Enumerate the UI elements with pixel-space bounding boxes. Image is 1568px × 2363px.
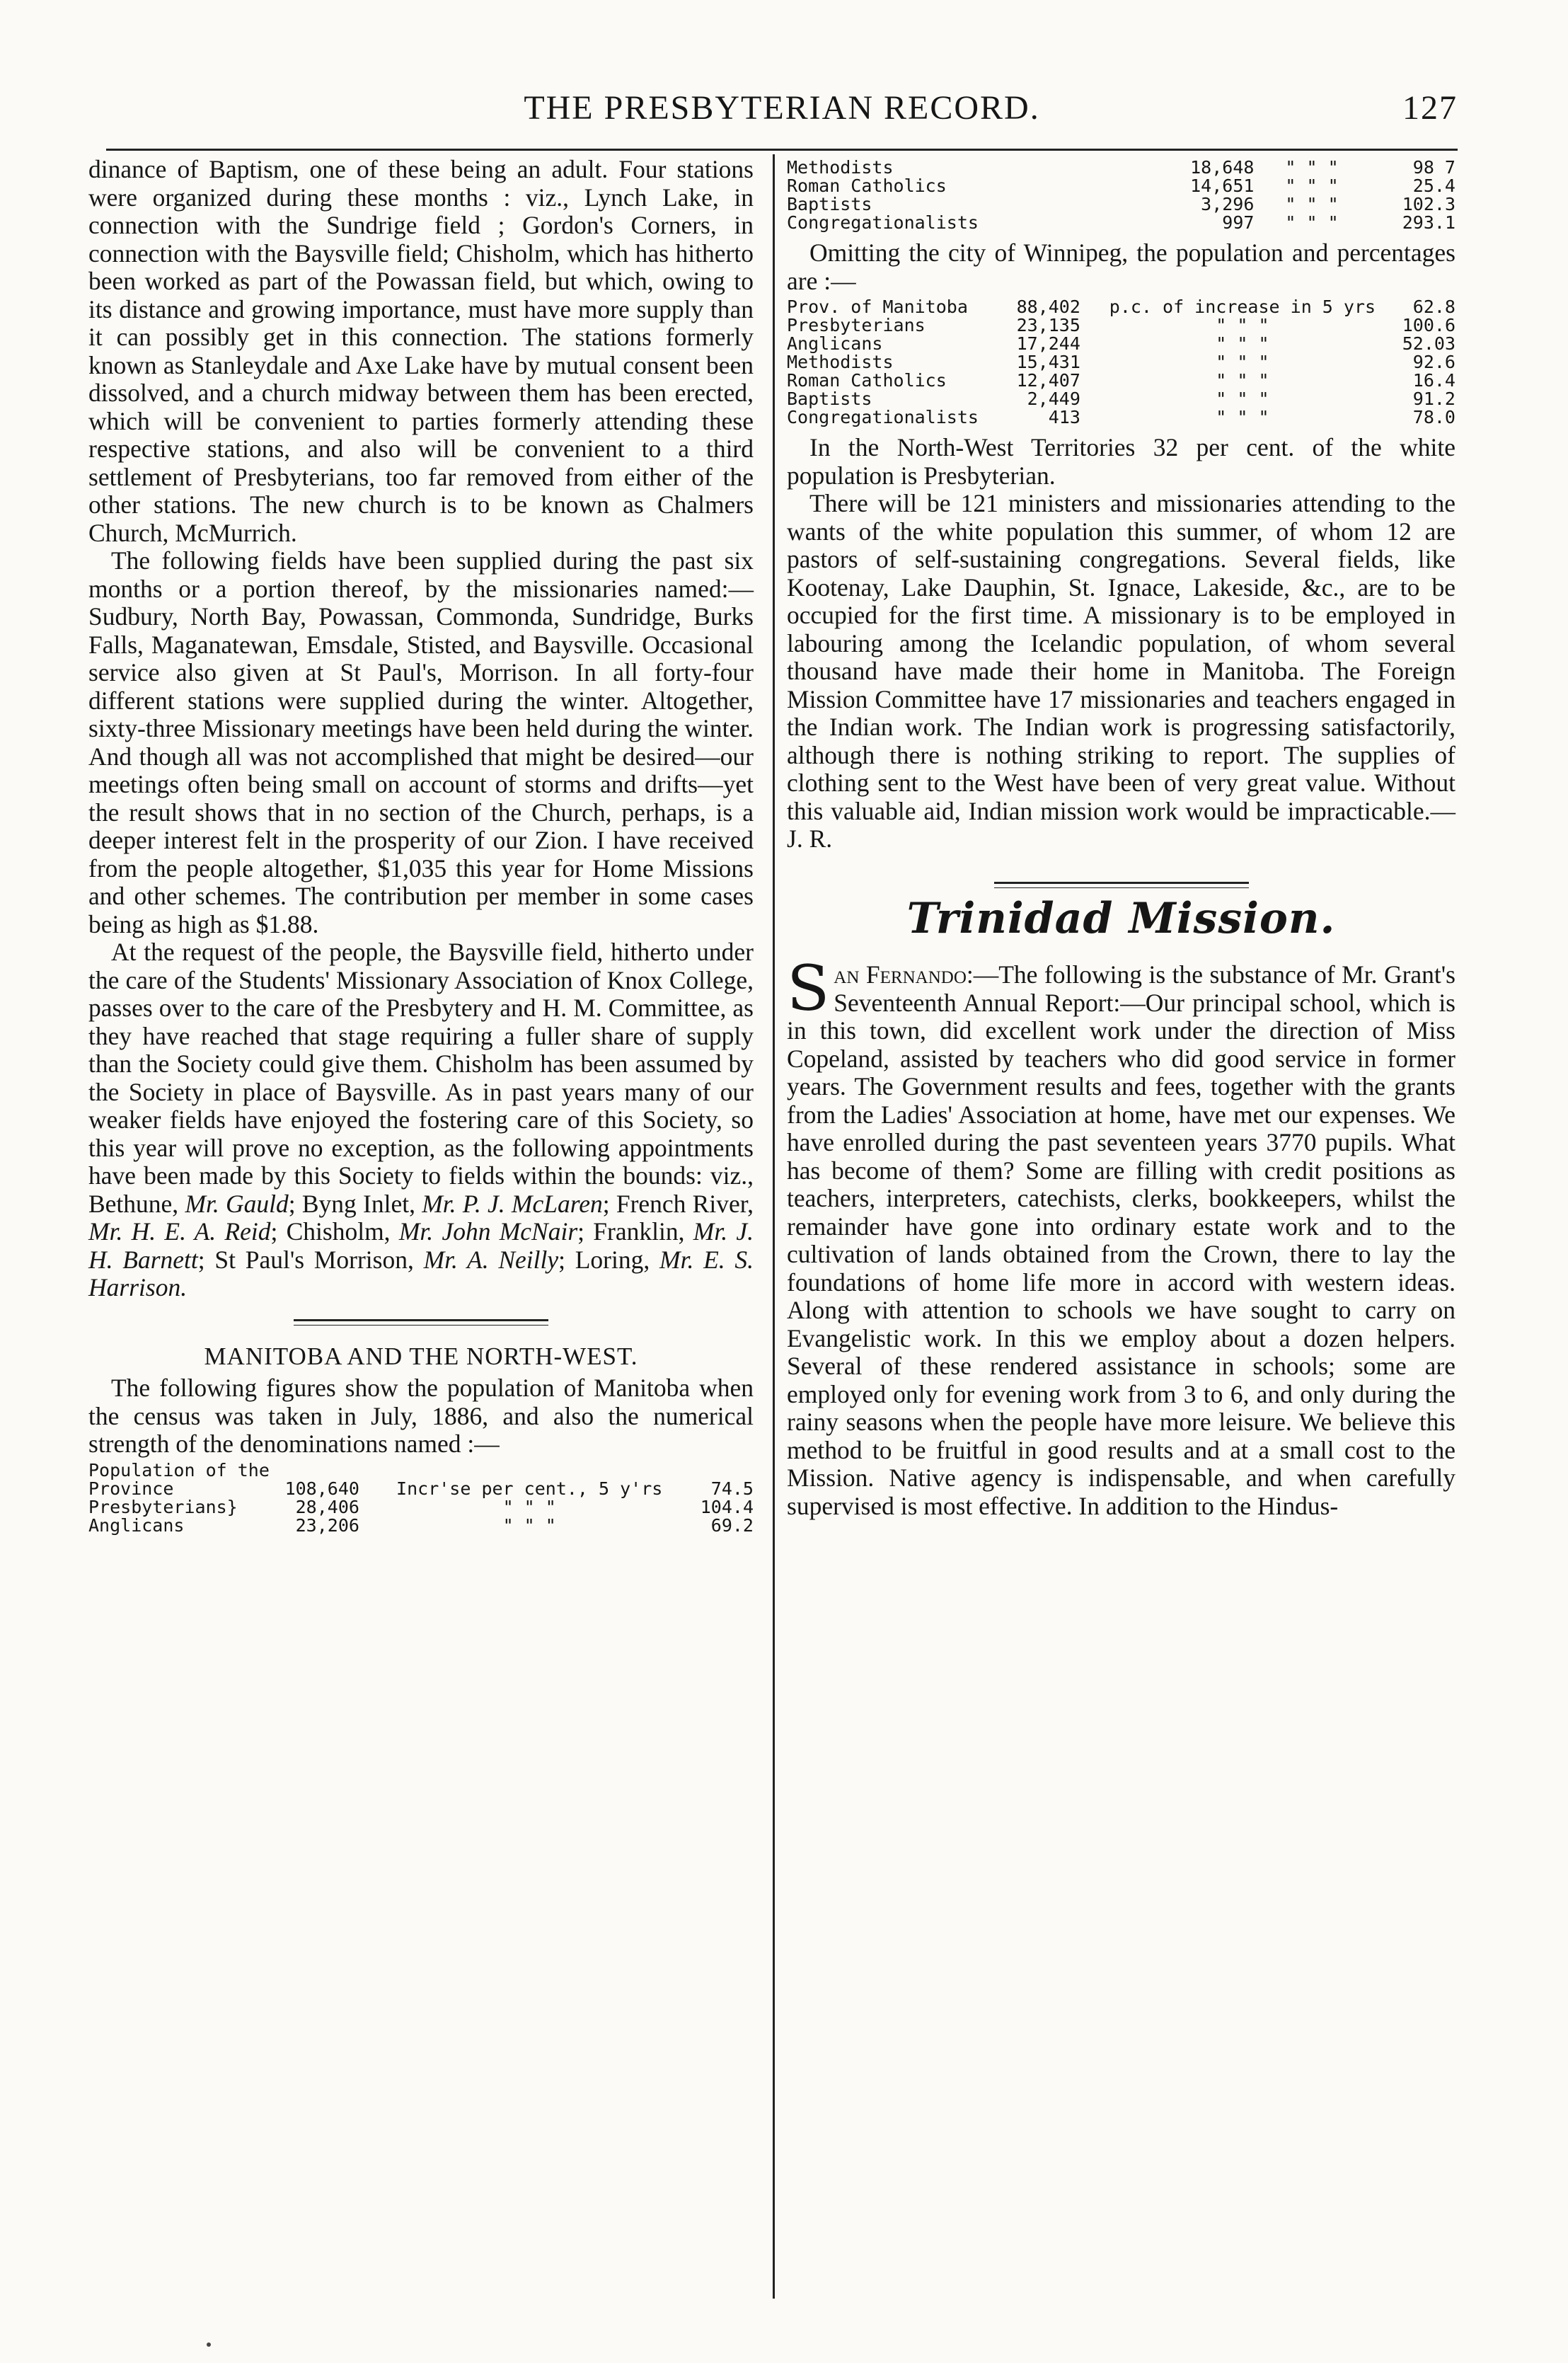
place-name: an Fernando — [834, 960, 967, 989]
percent-cell: 102.3 — [1402, 194, 1455, 214]
label-cell: " " " — [1285, 212, 1339, 233]
label-cell: p.c. of increase in 5 yrs — [1109, 297, 1376, 317]
header-rule — [106, 149, 1458, 151]
number-cell: 997 — [1222, 212, 1255, 233]
denomination-cell: Roman Catholics — [787, 370, 947, 391]
denomination-cell: Congregationalists — [787, 212, 979, 233]
number-cell: 18,648 — [1190, 157, 1255, 178]
journal-title: THE PRESBYTERIAN RECORD. — [524, 89, 1040, 127]
number-cell: 15,431 — [1016, 352, 1080, 372]
label-cell: " " " — [1216, 333, 1269, 354]
appointee-name: Mr. P. J. McLaren — [422, 1189, 603, 1218]
appointee-name: Mr. A. Neilly — [423, 1245, 559, 1274]
denomination-cell: Baptists — [787, 389, 872, 409]
denomination-cell: Methodists — [787, 157, 894, 178]
number-cell: 2,449 — [1027, 389, 1080, 409]
field-name: ; French River, — [602, 1189, 754, 1218]
denomination-cell: Anglicans — [88, 1514, 185, 1536]
label-cell: " " " — [1216, 389, 1269, 409]
paragraph: The following fields have been supplied during the past six months or a portion thereof, by the missionaries named:—Sudbury, North Bay, Powassan, Commonda, Sundridge, Burks Falls, Maganatewan, Emsdale, Stisted, and Baysville. Occasional service also given at St Paul's, Morrison. In all forty-four different stations were supplied during the winter. Altogether, sixty-three Missionary meetings have been held during the winter. And though all was not accomplished that might be desired—our meetings often being small on account of storms and drifts—yet the result shows that in no section of the Church, perhaps, is a deeper interest felt in the prosperity of our Zion. I have received from the people altogether, $1,035 this year for Home Missions and other schemes. The contribution per member in some cases being as high as $1.88. — [88, 546, 754, 938]
denomination-cell: Prov. of Manitoba — [787, 297, 968, 317]
paragraph: dinance of Baptism, one of these being an adult. Four stations were organized during these months : viz., Lynch Lake, in connection with the Sundrige field ; Gordon's Corners, in connection with the Baysville field; Chisholm, which has hitherto been worked as part of the Powassan field, but which, owing to its distance and growing importance, must have more supply than it can possibly get in this connection. The stations formerly known as Stanleydale and Axe Lake have by mutual consent been dissolved, and a church midway between them has been erected, which will be convenient to parties formerly attending these respective stations, and also will be convenient to a third settlement of Presbyterians, too far removed from either of the other stations. The new church is to be known as Chalmers Church, McMurrich. — [88, 155, 754, 547]
page-header — [106, 88, 1458, 138]
denomination-cell: Anglicans — [787, 333, 883, 354]
population-table-2 — [787, 159, 1455, 232]
paragraph-text: :—The following is the substance of Mr. Grant's Seventeenth Annual Report:—Our principal school, which is in this town, did excellent work under the direction of Miss Copeland, assisted by teachers who did good service in former years. The Government results and fees, together with the grants from the Ladies' Association at home, have met our expenses. We have enrolled during the past seventeen years 3770 pupils. What has become of them? Some are filling with credit positions as teachers, interpreters, catechists, clerks, bookkeepers, whilst the remainder have gone into ordinary estate work and to the cultivation of lands obtained from the Crown, there to lay the foundations of home life more in accord with western ideas. Along with attention to schools we have sought to carry on Evangelistic work. In this we employ about a dozen helpers. Several of these rendered assistance in schools; some are employed only for evening work from 3 to 6, and only during the rainy seasons when the people have more leisure. We believe this method to be fruitful in good results and at a small cost to the Mission. Native agency is indispensable, and when carefully supervised is most effective. In addition to the Hindus- — [787, 960, 1455, 1520]
table-row — [787, 408, 1455, 427]
number-cell: 23,135 — [1016, 315, 1080, 335]
percent-cell: 98 7 — [1412, 157, 1455, 178]
denomination-cell: Roman Catholics — [787, 176, 947, 196]
number-cell: 413 — [1048, 407, 1080, 427]
percent-cell: 62.8 — [1412, 297, 1455, 317]
appointment-names — [88, 1190, 754, 1302]
population-table-3 — [787, 298, 1455, 427]
field-name: ; Loring, — [558, 1245, 659, 1274]
denomination-cell: Presbyterians — [787, 315, 926, 335]
number-cell: 108,640 — [284, 1478, 359, 1499]
section-rule — [994, 882, 1249, 888]
number-cell: 23,206 — [295, 1514, 359, 1536]
number-cell: 17,244 — [1016, 333, 1080, 354]
paragraph: In the North-West Territories 32 per cent. of the white population is Presbyterian. — [787, 433, 1455, 490]
label-cell: " " " — [502, 1496, 556, 1517]
label-cell: " " " — [1216, 407, 1269, 427]
label-cell: " " " — [1285, 157, 1339, 178]
label-cell: Incr'se per cent., 5 y'rs — [396, 1478, 663, 1499]
percent-cell: 69.2 — [710, 1514, 754, 1536]
table-row — [787, 335, 1455, 353]
percent-cell: 16.4 — [1412, 370, 1455, 391]
percent-cell: 91.2 — [1412, 389, 1455, 409]
percent-cell: 293.1 — [1402, 212, 1455, 233]
table-row — [787, 159, 1455, 177]
page-number: 127 — [1402, 89, 1458, 127]
drop-cap: S — [787, 952, 830, 1025]
field-name: ; Franklin, — [577, 1217, 693, 1246]
table-row — [787, 195, 1455, 214]
label-cell: " " " — [1216, 370, 1269, 391]
population-table-1 — [88, 1461, 754, 1535]
denomination-cell: Province — [88, 1478, 174, 1499]
percent-cell: 104.4 — [700, 1496, 754, 1517]
field-name: ; Chisholm, — [270, 1217, 399, 1246]
paragraph-text: At the request of the people, the Baysville field, hitherto under the care of the Students' Missionary Association of Knox College, passes over to the care of the Presbytery and H. M. Committee, as they have reached that stage requiring a fuller share of supply than the Society could give them. Chisholm has been assumed by the Society in place of Baysville. As in past years many of our weaker fields have enjoyed the fostering care of this Society, so this year will prove no exception, as the following appointments have been made by this Society to fields within the bounds: viz., Bethune, — [88, 938, 754, 1218]
table-row — [88, 1498, 754, 1517]
table-row — [787, 372, 1455, 390]
label-cell: " " " — [1216, 315, 1269, 335]
paragraph: Omitting the city of Winnipeg, the population and percentages are :— — [787, 238, 1455, 295]
paragraph-trinidad — [787, 952, 1455, 1520]
section-title: MANITOBA AND THE NORTH-WEST. — [204, 1342, 638, 1370]
left-column — [88, 156, 754, 1542]
number-cell: 28,406 — [295, 1496, 359, 1517]
label-cell: " " " — [502, 1514, 556, 1536]
right-column — [787, 156, 1455, 1520]
section-title-gothic: Trinidad Mission. — [906, 893, 1336, 943]
percent-cell: 52.03 — [1402, 333, 1455, 354]
table-row — [787, 390, 1455, 408]
percent-cell: 92.6 — [1412, 352, 1455, 372]
column-divider — [773, 154, 775, 2299]
table-row — [787, 298, 1455, 316]
percent-cell: 100.6 — [1402, 315, 1455, 335]
table-row — [787, 316, 1455, 335]
percent-cell: 25.4 — [1412, 176, 1455, 196]
appointee-name: Mr. E. S. Harrison. — [88, 1245, 754, 1301]
table-row — [88, 1517, 754, 1535]
label-cell: " " " — [1285, 194, 1339, 214]
paragraph: There will be 121 ministers and missionaries attending to the wants of the white population this summer, of whom 12 are pastors of self-sustaining congregations. Several fields, like Kootenay, Lake Dauphin, St. Ignace, Lakeside, &c., are to be occupied for the first time. A missionary is to be employed in labouring among the Icelandic population, of whom several thousand have made their home in Manitoba. The Foreign Mission Committee have 17 missionaries and teachers engaged in the Indian work. The Indian work is progressing satisfactorily, although there is nothing striking to report. The supplies of clothing sent to the West have been of very great value. Without this valuable aid, Indian mission work would be impracticable.—J. R. — [787, 489, 1455, 853]
number-cell: 12,407 — [1016, 370, 1080, 391]
percent-cell: 78.0 — [1412, 407, 1455, 427]
denomination-cell: Methodists — [787, 352, 894, 372]
percent-cell: 74.5 — [710, 1478, 754, 1499]
label-cell: " " " — [1216, 352, 1269, 372]
number-cell: 3,296 — [1201, 194, 1255, 214]
paragraph-appointments — [88, 938, 754, 1302]
denomination-cell: Baptists — [787, 194, 872, 214]
table-row — [88, 1480, 754, 1498]
field-name: ; St Paul's Morrison, — [197, 1245, 424, 1274]
field-name: ; Byng Inlet, — [288, 1189, 422, 1218]
appointee-name: Mr. J. H. Barnett — [88, 1217, 754, 1274]
appointee-name: Mr. H. E. A. Reid — [88, 1217, 271, 1246]
margin-dot — [207, 2342, 211, 2347]
number-cell: 14,651 — [1190, 176, 1255, 196]
label-cell: " " " — [1285, 176, 1339, 196]
paragraph: The following figures show the population of Manitoba when the census was taken in July, 1886, and also the numerical strength of the denominations named :— — [88, 1374, 754, 1458]
appointee-name: Mr. John McNair — [398, 1217, 578, 1246]
section-rule — [294, 1319, 548, 1326]
table-row — [787, 177, 1455, 195]
table-head: Population of the — [88, 1459, 270, 1481]
appointee-name: Mr. Gauld — [185, 1189, 289, 1218]
table-row — [787, 214, 1455, 232]
table-row — [787, 353, 1455, 372]
denomination-cell: Presbyterians} — [88, 1496, 238, 1517]
number-cell: 88,402 — [1016, 297, 1080, 317]
denomination-cell: Congregationalists — [787, 407, 979, 427]
